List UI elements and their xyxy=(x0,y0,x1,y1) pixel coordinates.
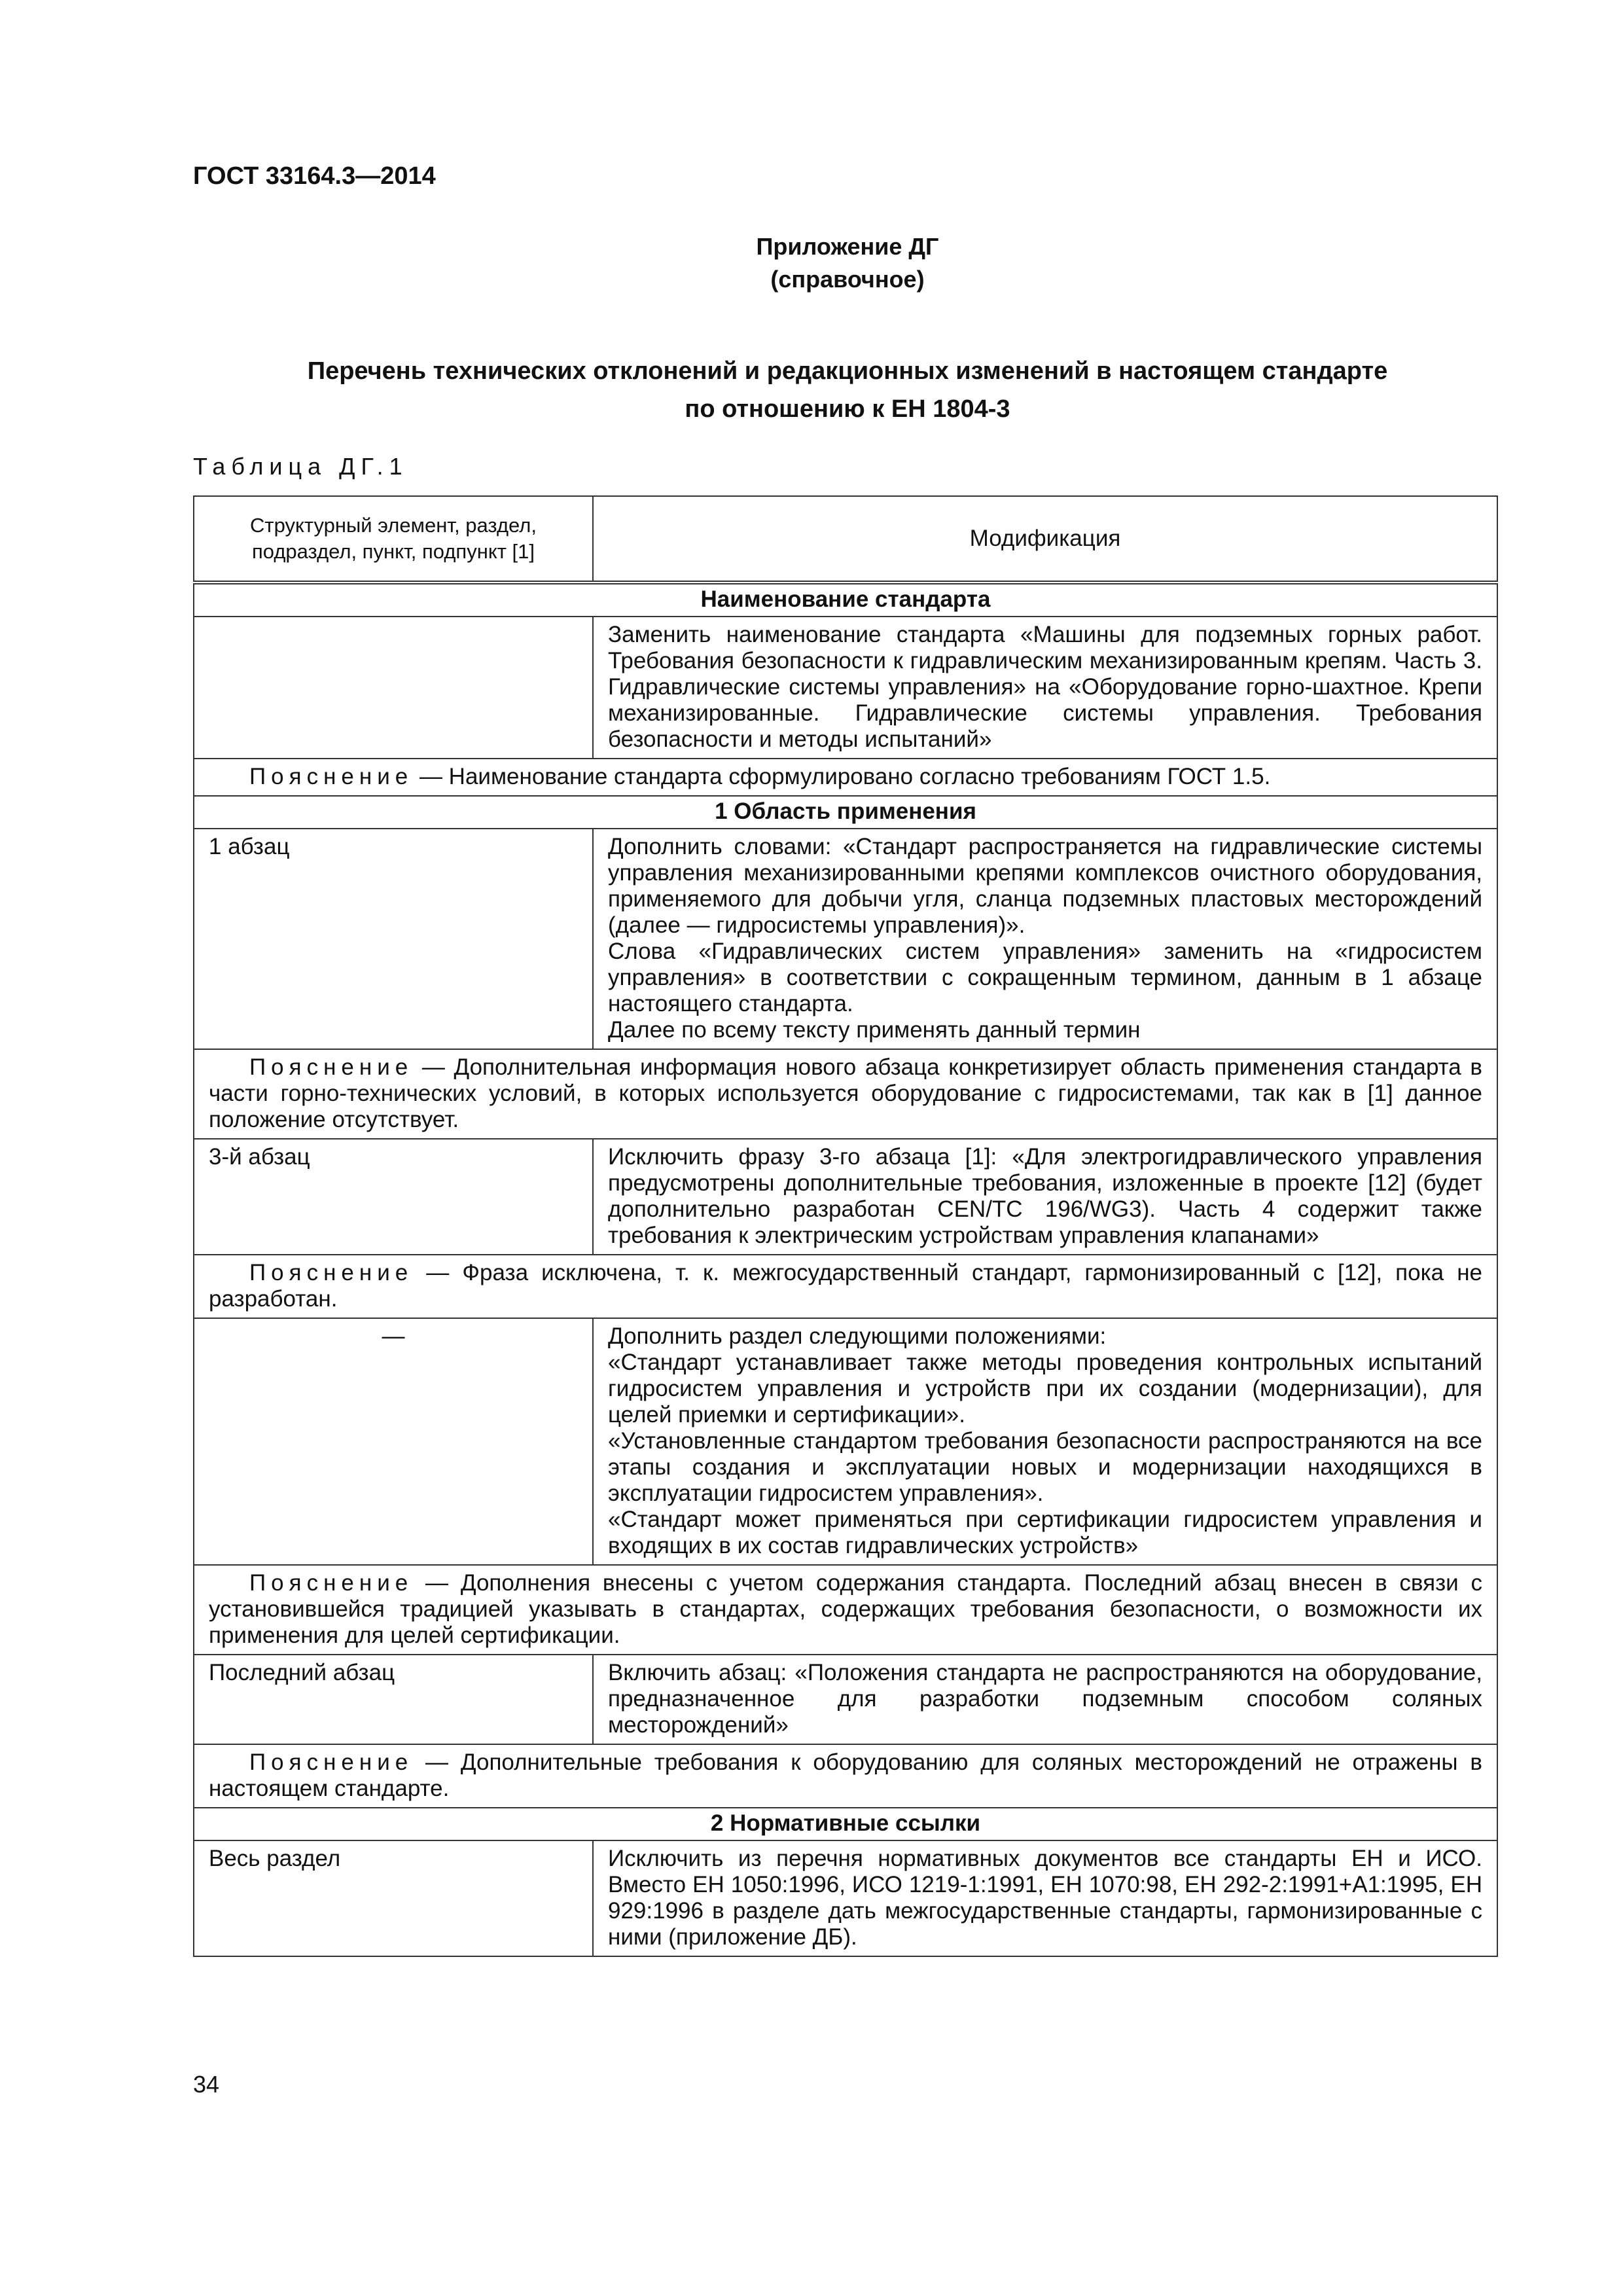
title-line-1: Перечень технических отклонений и редакционных изменений в настоящем стандарте xyxy=(307,357,1388,385)
table-header-row xyxy=(194,496,1497,583)
row-modification xyxy=(593,1318,1497,1565)
note-body: — Дополнительные требования к оборудованию для соляных месторождений не отражены в настоящем стандарте. xyxy=(209,1749,1482,1801)
note-body: — Дополнительная информация нового абзаца конкретизирует область применения стандарта в части горно-технических условий, в которых используется оборудование с гидросистемами, так как в [1] данное положение отсутствует. xyxy=(209,1054,1482,1132)
document-code: ГОСТ 33164.3—2014 xyxy=(193,162,436,190)
note-row xyxy=(194,1049,1497,1139)
note-label: Пояснение xyxy=(249,764,414,789)
section-row xyxy=(194,583,1497,617)
section-heading: 1 Область применения xyxy=(194,796,1497,829)
note-row xyxy=(194,1744,1497,1808)
modification-paragraph: «Стандарт может применяться при сертификации гидросистем управления и входящих в их состав гидравлических устройств» xyxy=(608,1507,1482,1558)
row-element: — xyxy=(194,1318,593,1565)
title-line-2: по отношению к ЕН 1804-3 xyxy=(685,395,1010,423)
note-body: — Фраза исключена, т. к. межгосударственный стандарт, гармонизированный с [12], пока не разработан. xyxy=(209,1260,1482,1312)
row-element: Последний абзац xyxy=(194,1655,593,1744)
row-modification: Включить абзац: «Положения стандарта не распространяются на оборудование, предназначенное для разработки подземным способом соляных месторождений» xyxy=(593,1655,1497,1744)
appendix-name: Приложение ДГ xyxy=(756,233,939,260)
note-label: Пояснение xyxy=(249,1054,414,1080)
section-row xyxy=(194,796,1497,829)
document-title xyxy=(0,352,1623,428)
note-text xyxy=(194,1744,1497,1808)
table-row xyxy=(194,1318,1497,1565)
table-row xyxy=(194,1840,1497,1956)
column-header-element-line-1: Структурный элемент, раздел, xyxy=(250,514,537,537)
row-element xyxy=(194,617,593,759)
note-text xyxy=(194,1255,1497,1318)
column-header-element-line-2: подраздел, пункт, подпункт [1] xyxy=(251,540,535,563)
table-caption: Таблица ДГ.1 xyxy=(193,453,408,480)
table-row xyxy=(194,1655,1497,1744)
table-row xyxy=(194,1139,1497,1255)
appendix-kind: (справочное) xyxy=(770,266,925,293)
row-modification xyxy=(593,829,1497,1049)
section-heading: 2 Нормативные ссылки xyxy=(194,1808,1497,1840)
note-text xyxy=(194,1049,1497,1139)
modification-paragraph: Дополнить раздел следующими положениями: xyxy=(608,1323,1107,1349)
modifications-table xyxy=(193,495,1498,1957)
row-modification: Исключить фразу 3-го абзаца [1]: «Для электрогидравлического управления предусмотрены дополнительные требования, изложенные в проекте [12] (будет дополнительно разработан CEN/TC 196/WG3). Часть 4 содержит также требования к электрическим устройствам управления клапанами» xyxy=(593,1139,1497,1255)
row-modification: Исключить из перечня нормативных документов все стандарты ЕН и ИСО. Вместо ЕН 1050:1996, ИСО 1219-1:1991, ЕН 1070:98, ЕН 292-2:1991+А1:1995, ЕН 929:1996 в разделе дать межгосударственные стандарты, гармонизированные с ними (приложение ДБ). xyxy=(593,1840,1497,1956)
note-body: — Наименование стандарта сформулировано согласно требованиям ГОСТ 1.5. xyxy=(413,764,1271,789)
row-element: 1 абзац xyxy=(194,829,593,1049)
row-modification: Заменить наименование стандарта «Машины для подземных горных работ. Требования безопасности к гидравлическим механизированным крепям. Часть 3. Гидравлические системы управления» на «Оборудование горно-шахтное. Крепи механизированные. Гидравлические системы управления. Требования безопасности и методы испытаний» xyxy=(593,617,1497,759)
table-row xyxy=(194,617,1497,759)
note-text xyxy=(194,1565,1497,1655)
note-row xyxy=(194,759,1497,796)
note-label: Пояснение xyxy=(249,1570,414,1596)
note-body: — Дополнения внесены с учетом содержания стандарта. Последний абзац внесен в связи с установившейся традицией указывать в стандартах, содержащих требования безопасности, о возможности их применения для целей сертификации. xyxy=(209,1570,1482,1648)
modification-paragraph: Дополнить словами: «Стандарт распространяется на гидравлические системы управления механизированными крепями комплексов очистного оборудования, применяемого для добычи угля, сланца подземных пластовых месторождений (далее — гидросистемы управления)». xyxy=(608,834,1482,938)
table-row xyxy=(194,829,1497,1049)
row-element: 3-й абзац xyxy=(194,1139,593,1255)
section-heading: Наименование стандарта xyxy=(194,583,1497,617)
page-number: 34 xyxy=(193,2071,220,2098)
modification-paragraph: Слова «Гидравлических систем управления» заменить на «гидросистем управления» в соответствии с сокращенным термином, данным в 1 абзаце настоящего стандарта. xyxy=(608,939,1482,1016)
modification-paragraph: Далее по всему тексту применять данный термин xyxy=(608,1017,1141,1043)
modification-paragraph: «Стандарт устанавливает также методы проведения контрольных испытаний гидросистем управления и устройств при их создании (модернизации), для целей приемки и сертификации». xyxy=(608,1350,1482,1427)
column-header-modification: Модификация xyxy=(593,496,1497,583)
note-text xyxy=(194,759,1497,796)
note-label: Пояснение xyxy=(249,1749,414,1775)
section-row xyxy=(194,1808,1497,1840)
column-header-element xyxy=(194,496,593,583)
note-row xyxy=(194,1565,1497,1655)
note-label: Пояснение xyxy=(249,1260,414,1285)
note-row xyxy=(194,1255,1497,1318)
row-element: Весь раздел xyxy=(194,1840,593,1956)
appendix-heading xyxy=(0,230,1623,296)
modification-paragraph: «Установленные стандартом требования безопасности распространяются на все этапы создания и эксплуатации новых и модернизации находящихся в эксплуатации гидросистем управления». xyxy=(608,1428,1482,1506)
